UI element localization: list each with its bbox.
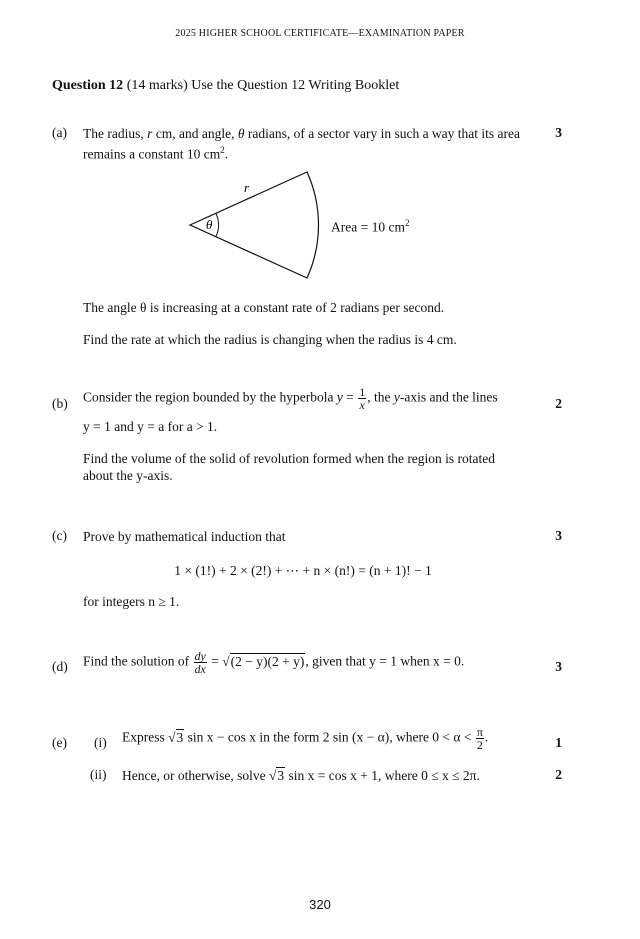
part-b-marks: 2 [555, 396, 562, 411]
page-header: 2025 HIGHER SCHOOL CERTIFICATE—EXAMINATION PAPER [175, 28, 465, 39]
area-label: Area = 10 $cm^2$ [331, 218, 410, 235]
part-c-condition: for integers n ≥ 1. [83, 594, 180, 609]
part-e-ii-marks: 2 [555, 767, 562, 782]
part-e-i-statement: Express √3 sin x − cos x in the form 2 sin (x − α), where 0 < α < $\frac{\pi}{2}$ . [122, 725, 489, 752]
part-a-rate-text: The angle θ is increasing at a constant rate of 2 radians per second. [83, 300, 445, 315]
part-a-question: Find the rate at which the radius is changing when the radius is 4 cm. [83, 332, 457, 347]
sector-diagram [180, 168, 330, 280]
part-d-statement: Find the solution of $\frac{dy}{dx}$ = √(2 − y)(2 + y), given that y = 1 when x = 0. [83, 649, 465, 676]
part-e-i-marks: 1 [555, 735, 562, 750]
part-e-label: (e) [52, 735, 67, 750]
part-c-marks: 3 [555, 528, 562, 543]
theta-label: θ [206, 217, 213, 232]
part-c-statement: Prove by mathematical induction that [83, 529, 286, 544]
sqrt-expression: √(2 − y)(2 + y) [222, 653, 305, 669]
part-a-label: (a) [52, 125, 67, 140]
pi-over-two-fraction: $\frac{\pi}{2}$ [476, 725, 483, 752]
radius-label: r [244, 180, 250, 195]
part-c-formula: 1 × (1!) + 2 × (2!) + ⋯ + n × (n!) = (n + 1)! − 1 [174, 563, 432, 578]
part-b-label: (b) [52, 396, 68, 411]
part-a-statement: The radius, r cm, and angle, θ radians, of a sector vary in such a way that its area remains a constant 10 $cm^2$. [83, 126, 521, 162]
part-e-ii-statement: Hence, or otherwise, solve √3 sin x = cos x + 1, where 0 ≤ x ≤ 2π. [122, 768, 480, 783]
part-d-label: (d) [52, 659, 68, 674]
part-e-ii-label: (ii) [90, 767, 107, 782]
part-b-statement: Consider the region bounded by the hyperbola y = $\frac{1}{x}$ , the y-axis and the lines [83, 385, 498, 412]
derivative-fraction: $\frac{dy}{dx}$ [194, 649, 206, 676]
part-b-lines: y = 1 and y = a for a > 1. [83, 419, 218, 434]
part-e-i-label: (i) [94, 735, 107, 750]
question-title [52, 78, 399, 94]
question-subtitle: (14 marks) Use the Question 12 Writing Booklet [126, 78, 400, 93]
page-number: 320 [309, 897, 331, 912]
part-a-marks: 3 [555, 125, 562, 140]
hyperbola-fraction: $\frac{1}{x}$ [359, 385, 366, 412]
angle-arc [216, 214, 218, 237]
part-c-label: (c) [52, 528, 67, 543]
part-d-marks: 3 [555, 659, 562, 674]
question-number: Question 12 [52, 78, 124, 93]
part-b-question: Find the volume of the solid of revolution formed when the region is rotated about the y-axis. [83, 451, 496, 483]
